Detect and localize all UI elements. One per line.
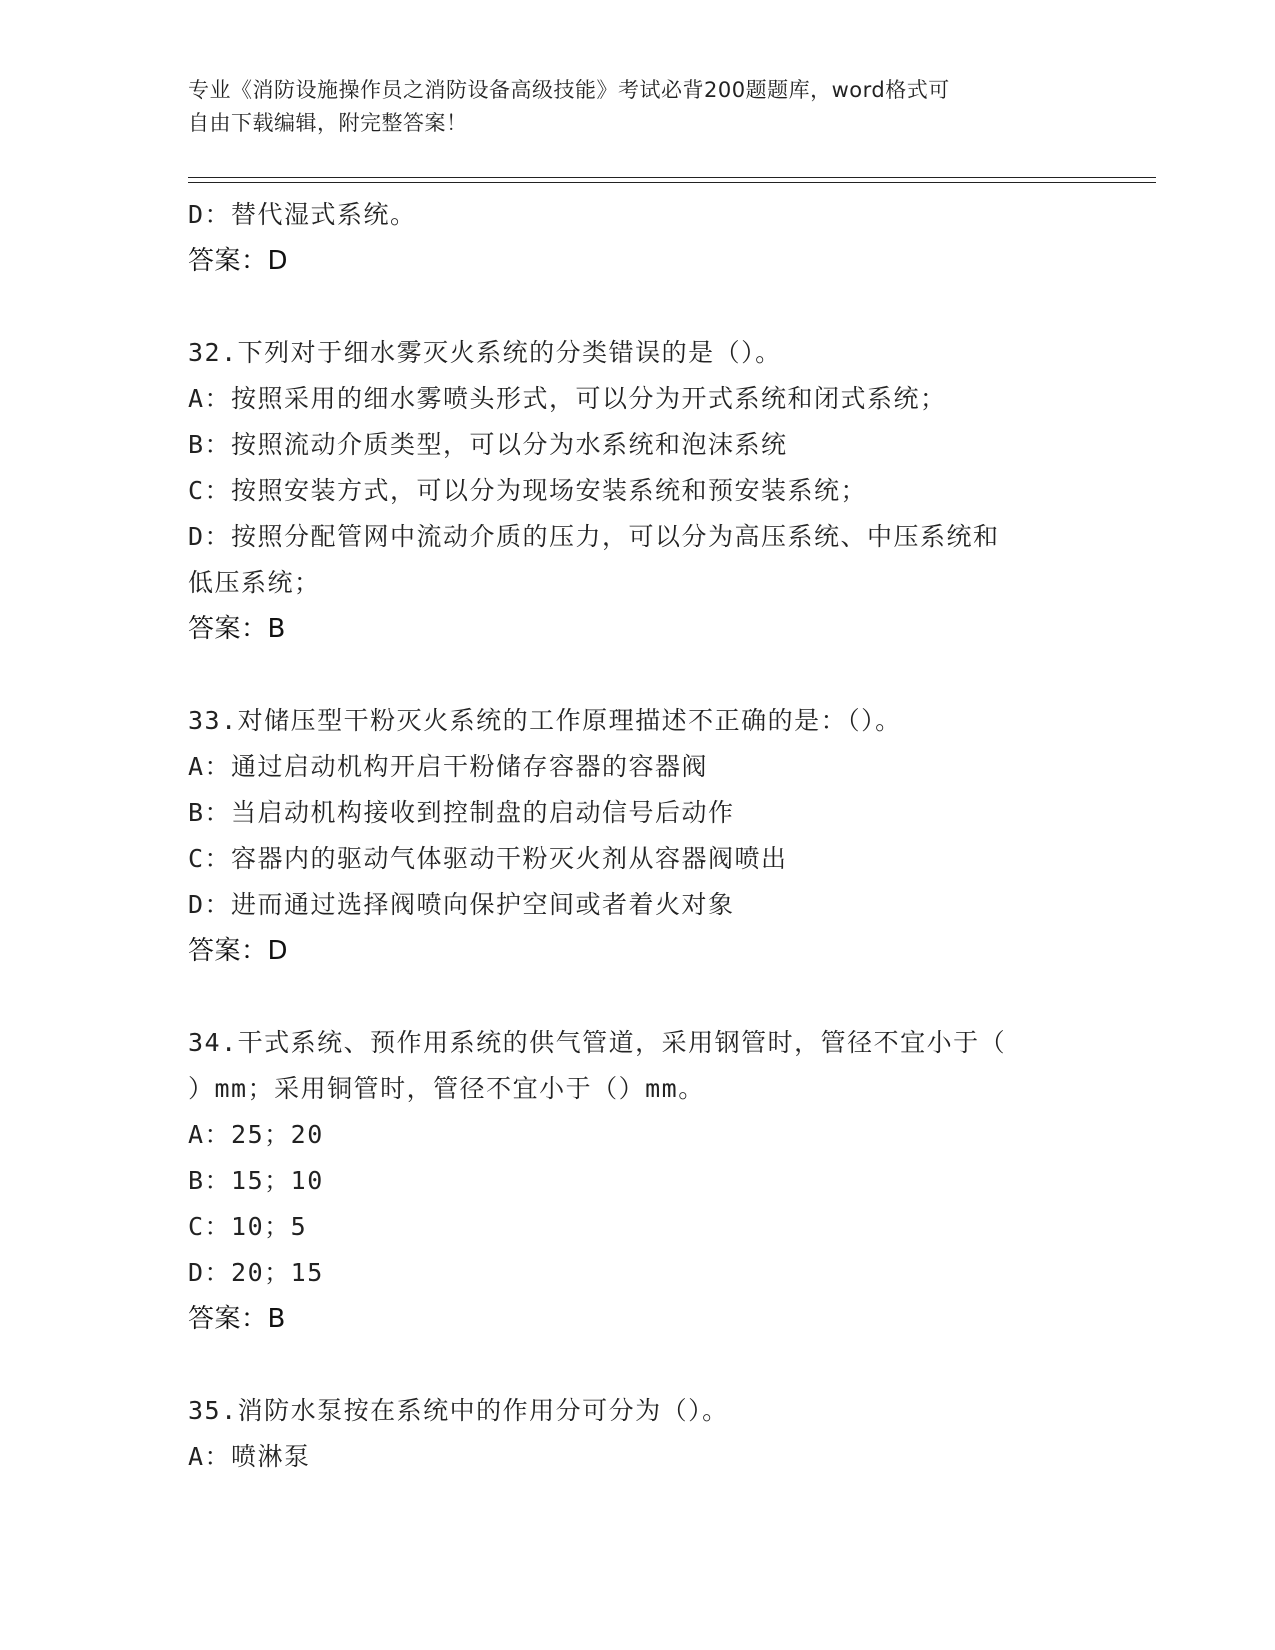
question-stem: 32.下列对于细水雾灭火系统的分类错误的是（）。 <box>188 338 782 367</box>
answer-line: 答案：D <box>188 246 289 276</box>
question-34 <box>188 1020 1088 1342</box>
answer-line: 答案：B <box>188 1304 286 1334</box>
option-d: D：按照分配管网中流动介质的压力，可以分为高压系统、中压系统和 <box>188 522 1000 551</box>
question-32 <box>188 330 1088 652</box>
answer-line: 答案：D <box>188 936 289 966</box>
option-b: B：按照流动介质类型，可以分为水系统和泡沫系统 <box>188 430 788 459</box>
option-c: C：容器内的驱动气体驱动干粉灭火剂从容器阀喷出 <box>188 844 788 873</box>
option-c: C：10；5 <box>188 1212 308 1241</box>
spacer <box>188 652 1088 698</box>
header-line-1: 专业《消防设施操作员之消防设备高级技能》考试必背200题题库，word格式可 <box>188 78 950 102</box>
option-b: B：当启动机构接收到控制盘的启动信号后动作 <box>188 798 735 827</box>
question-content <box>188 192 1088 1480</box>
question-stem: 35.消防水泵按在系统中的作用分可分为（）。 <box>188 1396 729 1425</box>
document-header <box>188 74 1068 140</box>
option-c: C：按照安装方式，可以分为现场安装系统和预安装系统； <box>188 476 868 505</box>
option-d-continued: 低压系统； <box>188 568 321 597</box>
header-divider-bottom <box>188 182 1156 183</box>
question-35 <box>188 1388 1088 1480</box>
question-stem-continued: ）mm；采用铜管时，管径不宜小于（）mm。 <box>188 1074 705 1103</box>
option-d: D：20；15 <box>188 1258 324 1287</box>
question-33 <box>188 698 1088 974</box>
spacer <box>188 1342 1088 1388</box>
answer-line: 答案：B <box>188 614 286 644</box>
header-divider-top <box>188 177 1156 178</box>
option-d: D：进而通过选择阀喷向保护空间或者着火对象 <box>188 890 735 919</box>
previous-question-tail <box>188 192 1088 284</box>
spacer <box>188 284 1088 330</box>
option-a: A：25；20 <box>188 1120 324 1149</box>
option-d: D：替代湿式系统。 <box>188 200 417 229</box>
option-a: A：喷淋泵 <box>188 1442 311 1471</box>
question-stem: 34.干式系统、预作用系统的供气管道，采用钢管时，管径不宜小于（ <box>188 1028 1007 1057</box>
option-a: A：通过启动机构开启干粉储存容器的容器阀 <box>188 752 709 781</box>
option-a: A：按照采用的细水雾喷头形式，可以分为开式系统和闭式系统； <box>188 384 947 413</box>
question-stem: 33.对储压型干粉灭火系统的工作原理描述不正确的是：（）。 <box>188 706 902 735</box>
option-b: B：15；10 <box>188 1166 324 1195</box>
spacer <box>188 974 1088 1020</box>
header-line-2: 自由下载编辑，附完整答案！ <box>188 111 468 135</box>
